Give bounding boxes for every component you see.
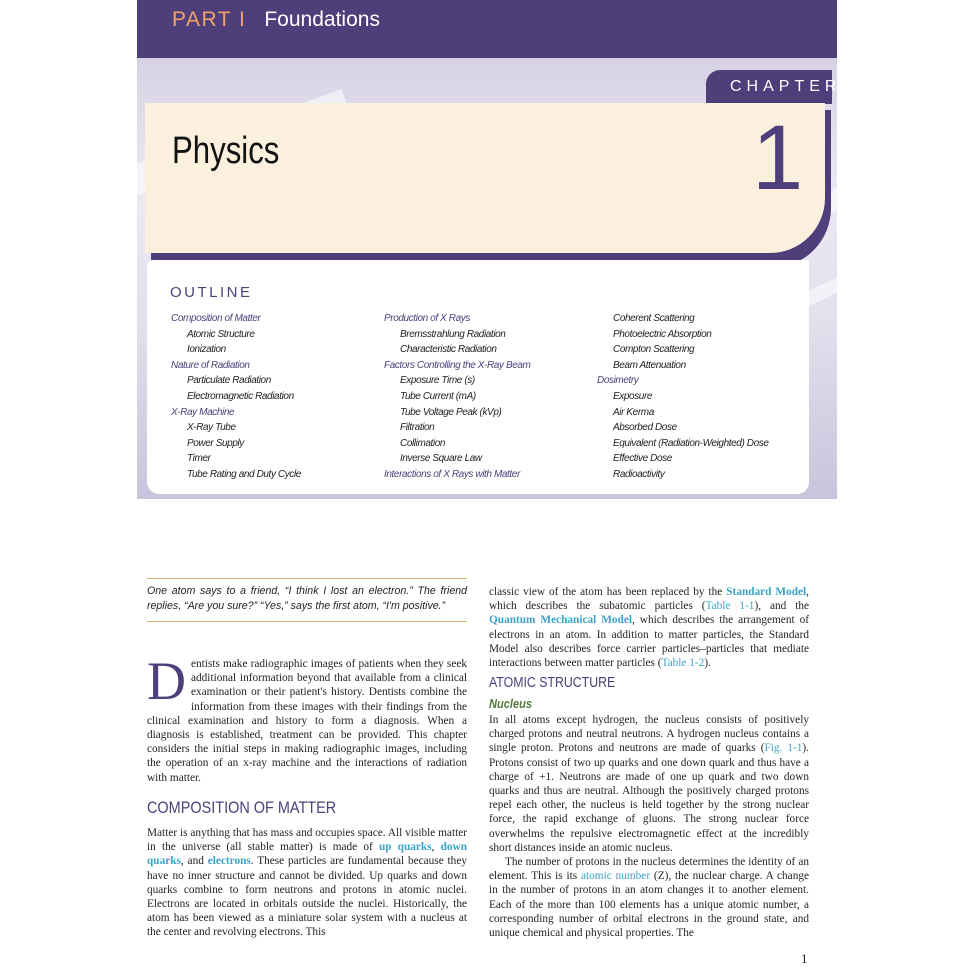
outline-subsection: Radioactivity	[613, 468, 665, 480]
link-down-quarks[interactable]: down quarks	[147, 841, 467, 868]
drop-cap: D	[147, 651, 186, 711]
outline-subsection: Inverse Square Law	[400, 453, 482, 465]
text: ). Protons consist of two up quarks and one down quark and thus have a charge of +1. Neutrons are made of one up quark and two down quarks and thus are neutral. Although the positively charged protons repel each other, the nucleus is held together by the strong nuclear force, the rapid exchange of gluons. The strong nuclear force overwhelms the repulsive electromagnetic effect at the incredibly short distances inside an atomic nucleus.	[489, 742, 810, 854]
outline-subsection: Exposure Time (s)	[400, 375, 475, 387]
standard-model-paragraph	[489, 585, 809, 670]
outline-section: Dosimetry	[597, 375, 639, 387]
outline-subsection: Characteristic Radiation	[400, 344, 497, 356]
text: , which describes the subatomic particles (	[489, 586, 809, 613]
outline-subsection: Beam Attenuation	[613, 359, 686, 371]
outline-subsection: Photoelectric Absorption	[613, 328, 712, 340]
outline-column-2	[384, 311, 530, 483]
page-number: 1	[801, 951, 808, 966]
chapter-label: CHAPTER	[730, 78, 842, 95]
text: Matter is anything that has mass and occupies space. All visible matter in the universe (all stable matter) is made of	[147, 827, 467, 854]
text: classic view of the atom has been replaced by the	[489, 586, 727, 598]
outline-subsection: Tube Current (mA)	[400, 390, 476, 402]
outline-subsection: Air Kerma	[613, 406, 654, 418]
outline-subsection: Absorbed Dose	[613, 422, 677, 434]
ref-table-1-2[interactable]: Table 1-2	[661, 657, 705, 670]
outline-section: Factors Controlling the X-Ray Beam	[384, 359, 531, 371]
outline-subsection: Equivalent (Radiation-Weighted) Dose	[613, 437, 769, 449]
outline-subsection: Particulate Radiation	[187, 375, 271, 387]
link-electrons[interactable]: electrons	[207, 855, 251, 868]
outline-subsection: Bremsstrahlung Radiation	[400, 328, 506, 340]
part-label: PART I	[172, 8, 247, 31]
atomic-number-paragraph	[489, 855, 809, 940]
text: (Z), the nuclear charge. A change in the number of protons in an atom changes it to another element. Each of the more than 100 elements has a unique atomic number, a corresponding number of orbital electrons in the ground state, and unique chemical and physical properties. The	[489, 870, 809, 940]
text: ).	[704, 657, 711, 670]
outline-subsection: Tube Voltage Peak (kVp)	[400, 406, 502, 418]
link-standard-model[interactable]: Standard Model	[726, 586, 807, 598]
chapter-number: 1	[752, 107, 804, 209]
outline-section: X-Ray Machine	[171, 406, 235, 418]
text: The number of protons in the nucleus determines the identity of an element. This is its	[489, 856, 809, 883]
outline-subsection: Coherent Scattering	[613, 313, 695, 324]
outline-subsection: Effective Dose	[613, 453, 672, 465]
intro-text: entists make radiographic images of patients when they seek additional information beyond that available from a clinical examination or their patient's history. Dentists combine the information from these images with their findings from the clinical examination and history to form a diagnosis. When a diagnosis is established, treatment can be provided. This chapter considers the initial steps in making radiographic images, including the operation of an x-ray machine and the interactions of radiation with matter.	[147, 658, 467, 784]
outline-subsection: Ionization	[187, 344, 226, 356]
epigraph-quote: One atom says to a friend, “I think I lost an electron.” The friend replies, “Are you sure?” “Yes,” says the first atom, “I'm positive.”	[147, 578, 467, 622]
outline-subsection: Filtration	[400, 422, 435, 434]
outline-section: Production of X Rays	[384, 313, 470, 324]
outline-heading: OUTLINE	[170, 284, 253, 301]
chapter-title: Physics	[172, 130, 280, 172]
link-up-quarks[interactable]: up quarks	[378, 841, 432, 854]
text: . These particles are fundamental because they have no inner structure and cannot be divided. Up quarks and down quarks combine to form neutrons and protons in atomic nuclei. Electrons are located in orbitals outside the nuclei. Historically, the atom has been viewed as a miniature solar system with a nucleus at the center and revolving electrons. This	[147, 855, 467, 939]
link-quantum-model[interactable]: Quantum Mechanical Model	[489, 614, 632, 627]
outline-section: Nature of Radiation	[171, 359, 250, 371]
outline-subsection: Collimation	[400, 437, 446, 449]
outline-section: Composition of Matter	[171, 313, 261, 324]
outline-subsection: Electromagnetic Radiation	[187, 390, 294, 402]
outline-subsection: Exposure	[613, 390, 653, 402]
title-box	[145, 103, 825, 253]
outline-subsection: Atomic Structure	[187, 328, 255, 340]
outline-subsection: Power Supply	[187, 437, 244, 449]
ref-fig-1-1[interactable]: Fig. 1-1	[764, 742, 803, 755]
ref-table-1-1[interactable]: Table 1-1	[705, 600, 755, 613]
text: , and	[180, 855, 208, 868]
text: , which describes the arrangement of electrons in an atom. In addition to matter particles, the Standard Model also describes force carrier particles–particles that mediate interactions between matter particles (	[489, 614, 809, 670]
subheading-nucleus: Nucleus	[489, 696, 532, 711]
outline-subsection: X-Ray Tube	[187, 422, 236, 434]
section-heading-composition: COMPOSITION OF MATTER	[147, 798, 337, 817]
intro-paragraph	[147, 651, 467, 785]
outline-section: Interactions of X Rays with Matter	[384, 468, 520, 480]
outline-column-3	[597, 311, 769, 483]
outline-subsection: Compton Scattering	[613, 344, 695, 356]
text: ), and the	[754, 600, 809, 613]
nucleus-paragraph	[489, 713, 809, 940]
section-heading-atomic: ATOMIC STRUCTURE	[489, 675, 616, 691]
link-atomic-number[interactable]: atomic number	[581, 870, 651, 883]
text: ,	[431, 841, 441, 854]
text: In all atoms except hydrogen, the nucleus consists of positively charged protons and neutral neutrons. A hydrogen nucleus contains a single proton. Protons and neutrons are made of quarks (	[489, 714, 809, 755]
outline-subsection: Timer	[187, 453, 211, 465]
part-title: Foundations	[264, 8, 380, 31]
outline-column-1	[171, 311, 301, 483]
composition-paragraph	[147, 826, 467, 940]
outline-subsection: Tube Rating and Duty Cycle	[187, 468, 301, 480]
part-heading	[172, 5, 380, 35]
